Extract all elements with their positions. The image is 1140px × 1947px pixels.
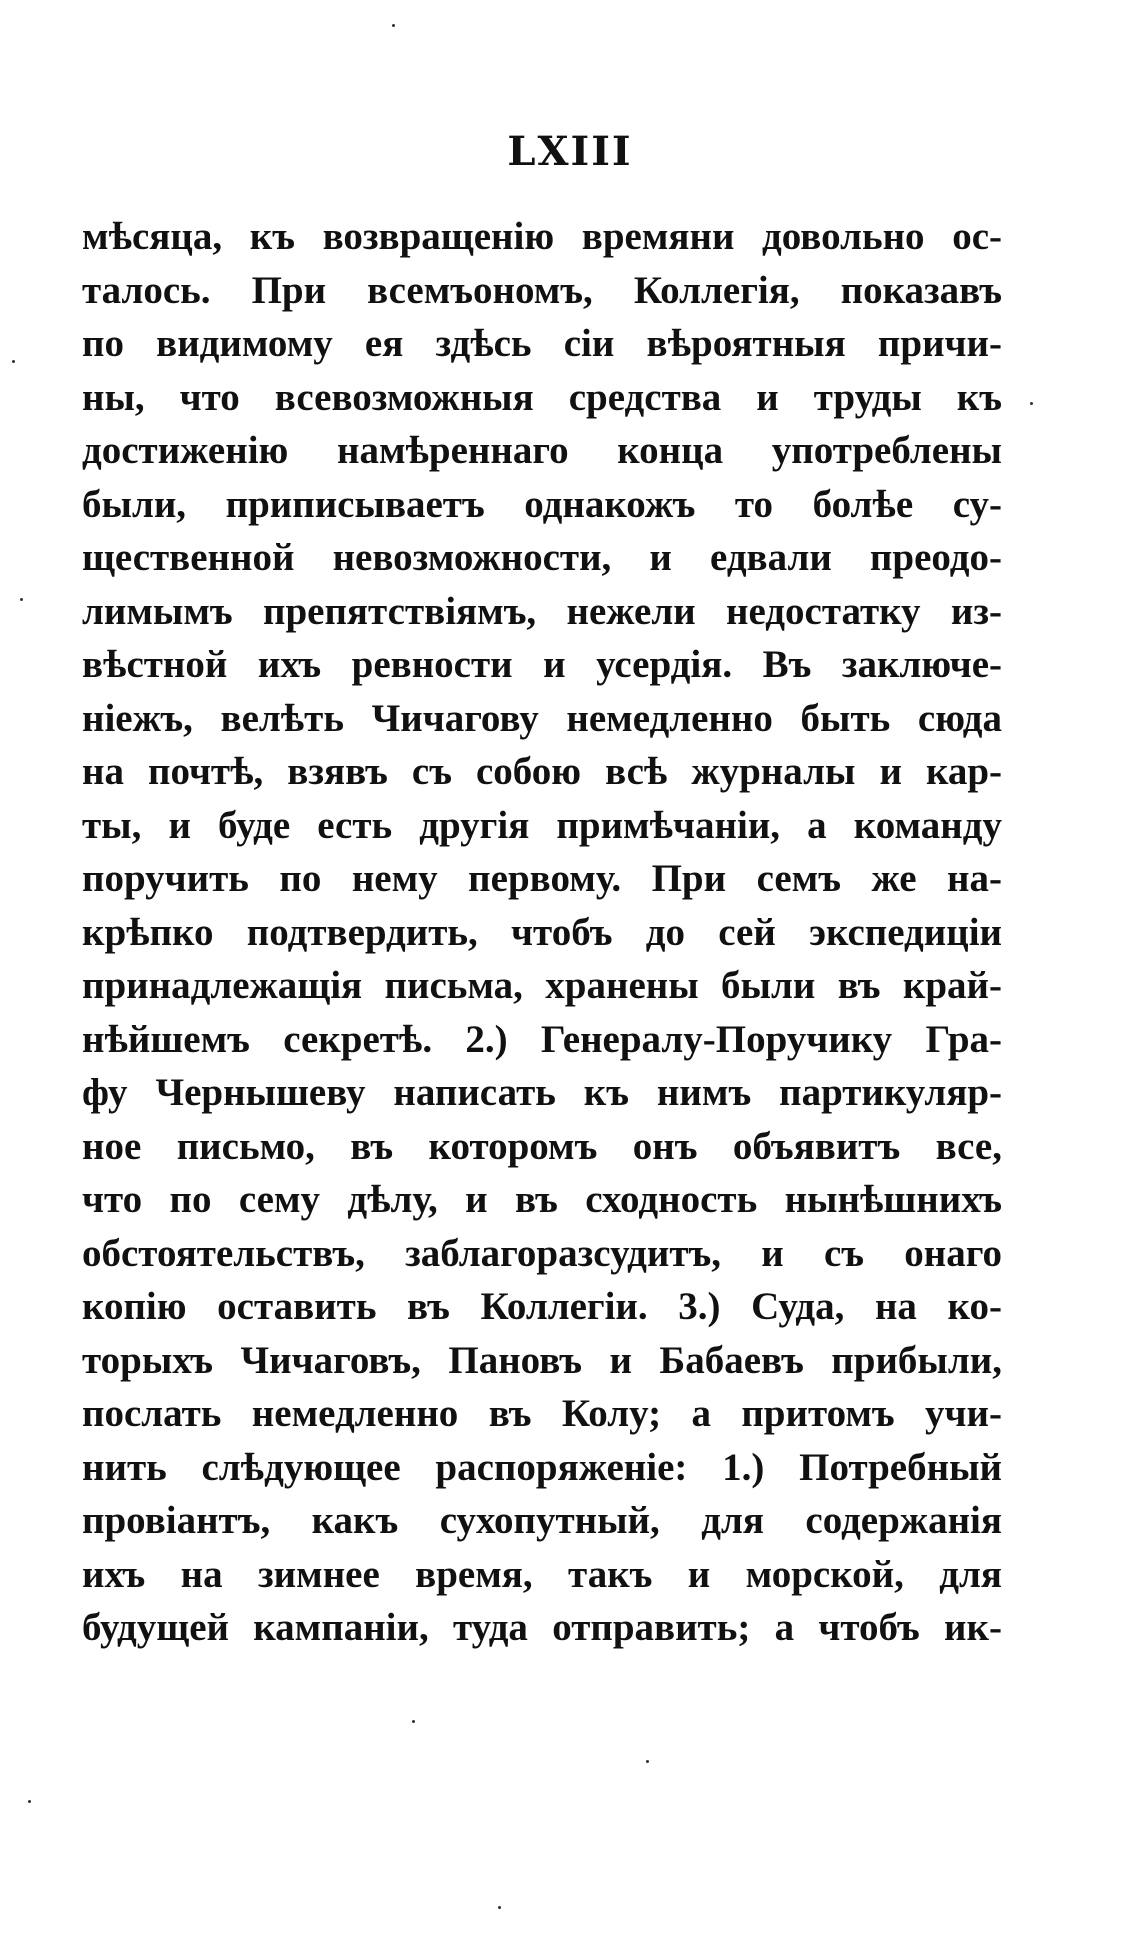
text-line: вѣстной ихъ ревности и усердія. Въ заключе- (82, 643, 1002, 686)
scan-speck (28, 1800, 31, 1803)
text-line: копію оставить въ Коллегіи. 3.) Суда, на ко- (82, 1285, 1002, 1328)
page-number: LXIII (507, 128, 633, 175)
text-line: провіантъ, какъ сухопутный, для содержанія (82, 1499, 1002, 1542)
text-line: что по сему дѣлу, и въ сходность нынѣшнихъ (82, 1178, 1002, 1221)
text-line: ны, что всевозможныя средства и труды къ (82, 375, 1002, 419)
text-line: нить слѣдующее распоряженіе: 1.) Потребный (82, 1445, 1002, 1489)
scan-speck (20, 598, 23, 601)
text-line: талось. При всемъономъ, Коллегія, показавъ (82, 268, 1002, 312)
text-line: достиженію намѣреннаго конца употреблены (82, 429, 1002, 472)
scan-speck (498, 1906, 501, 1909)
text-line: на почтѣ, взявъ съ собою всѣ журналы и кар- (82, 750, 1002, 793)
text-line: принадлежащія письма, хранены были въ край- (82, 964, 1002, 1007)
text-line: по видимому ея здѣсь сіи вѣроятныя причи- (82, 322, 1002, 365)
text-line: щественной невозможности, и едвали преодо- (82, 536, 1002, 579)
text-line: ты, и буде есть другія примѣчаніи, а команду (82, 803, 1002, 847)
text-line: торыхъ Чичаговъ, Пановъ и Бабаевъ прибыли, (82, 1338, 1002, 1382)
text-line: ніежъ, велѣть Чичагову немедленно быть сюда (82, 696, 1002, 740)
scan-speck (12, 360, 15, 363)
text-line: лимымъ препятствіямъ, нежели недостатку из- (82, 589, 1002, 633)
text-line: были, приписываетъ однакожъ то болѣе су- (82, 482, 1002, 526)
scan-speck (412, 1720, 415, 1723)
body-text (82, 210, 1002, 1655)
text-line: ное письмо, въ которомъ онъ объявитъ все, (82, 1124, 1002, 1168)
text-line: нѣйшемъ секретѣ. 2.) Генералу-Поручику Гра- (82, 1017, 1002, 1061)
text-line: мѣсяца, къ возвращенію времяни довольно ос- (82, 215, 1002, 258)
scan-speck (646, 1760, 649, 1763)
text-line: крѣпко подтвердить, чтобъ до сей экспедиціи (82, 910, 1002, 954)
text-line: фу Чернышеву написать къ нимъ партикуляр- (82, 1071, 1002, 1114)
text-line: обстоятельствъ, заблагоразсудитъ, и съ онаго (82, 1231, 1002, 1275)
text-line: ихъ на зимнее время, такъ и морской, для (82, 1552, 1002, 1596)
text-line: послать немедленно въ Колу; а притомъ учи- (82, 1392, 1002, 1435)
text-line: будущей кампаніи, туда отправить; а чтобъ ик- (82, 1606, 1002, 1649)
scan-speck (1030, 402, 1033, 405)
scan-speck (392, 24, 395, 27)
text-line: поручить по нему первому. При семъ же на- (82, 857, 1002, 900)
